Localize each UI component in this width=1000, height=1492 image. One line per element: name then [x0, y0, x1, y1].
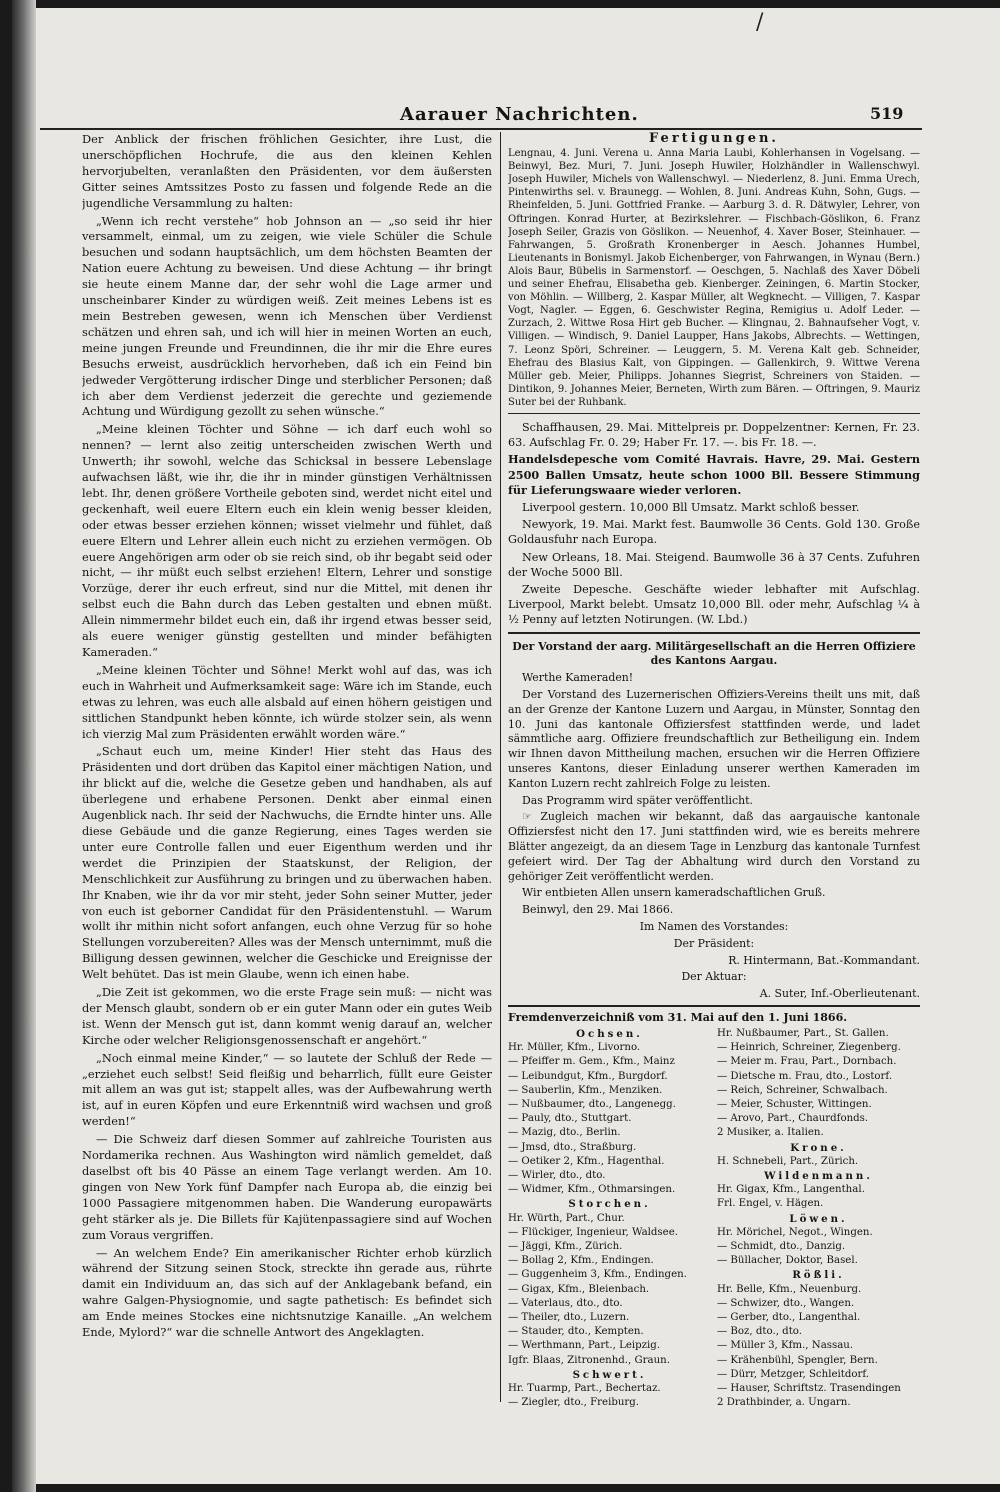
guest-entry: — Ziegler, dto., Freiburg. [508, 1397, 640, 1409]
guest-entry: — Oetiker 2, Kfm., Hagenthal. [508, 1155, 665, 1167]
guest-entry: — Jmsd, dto., Straßburg. [508, 1141, 637, 1153]
guest-entry: — Dietsche m. Frau, dto., Lostorf. [717, 1070, 893, 1082]
news-item-judge: — An welchem Ende? Ein amerikanischer Richter erhob kürzlich während der Sitzung seinen Stock, streckte ihn gerade aus, rührte damit ein Individuum an, das sich auf der Anklagebank befand, ein wahre Galgen-Physiognomie, und sagte pathetisch: Es befindet sich am Ende meines Stockes eine nichtsnutzige Kanaille. „An welchem Ende, Mylord?“ war die schnelle Antwort des Angeklagten. [82, 1245, 492, 1340]
page-number: 519 [870, 104, 904, 123]
guest-entry: — Flückiger, Ingenieur, Waldsee. [508, 1226, 678, 1238]
guest-entry: — Reich, Schreiner, Schwalbach. [717, 1084, 888, 1096]
guest-entry: — Gerber, dto., Langenthal. [717, 1312, 861, 1323]
guest-entry: — Krähenbühl, Spengler, Bern. [717, 1354, 878, 1366]
article-paragraph: „Die Zeit ist gekommen, wo die erste Frage sein muß: — nicht was der Mensch glaubt, sondern ob er ein guter Mann oder ein gutes Weib ist. Wenn der Mensch gut ist, dann kommt wenig darauf an, welcher Kirche oder welcher Religionsgenossenschaft er angehört.“ [82, 985, 492, 1047]
vorstand-programm: Das Programm wird später veröffentlicht. [522, 793, 753, 807]
page-header [40, 104, 920, 128]
guest-entry: — Meier m. Frau, Part., Dornbach. [717, 1056, 897, 1068]
guest-entry: — Widmer, Kfm., Othmarsingen. [508, 1184, 676, 1196]
guest-entry: — Arovo, Part., Chaurdfonds. [717, 1113, 869, 1125]
guest-entry: — Nußbaumer, dto., Langenegg. [508, 1098, 676, 1110]
guest-entry: 2 Musiker, a. Italien. [717, 1127, 824, 1139]
article-paragraph: „Meine kleinen Töchter und Söhne — ich darf euch wohl so nennen? — lernt also zeitig unterscheiden zwischen Werth und Unwerth; ihr sowohl, welche das Schicksal in bessere Lebenslage aufwachsen läßt, wie ihr, die ihr in minder günstigen Verhältnissen lebt. Ihr, denen größere Vortheile geboten sind, werdet nicht eitel und geckenhaft, weil euere Eltern euch ein klein wenig besser kleiden, oder etwas besser erziehen können; wisset vielmehr und fühlet, daß euere Eltern und Lehrer allein euch nicht zu erziehen vermögen. Ob euere Angehörigen arm oder ob sie reich sind, ob ihr begabt seid oder nicht, — ihr müßt euch selbst erziehen! Eltern, Lehrer und sonstige Vorzüge, derer ihr euch erfreut, sind nur die Mittel, mit denen ihr selbst euch die Bahn durch das Leben gestalten und ebnen müßt. Allein nimmermehr bildet euch ein, daß ihr irgend etwas besser seid, als euere weniger günstig gestellten und minder befähigten Kameraden.“ [82, 422, 492, 659]
guest-entry: H. Schnebeli, Part., Zürich. [717, 1155, 859, 1167]
guest-entry: — Dürr, Metzger, Schleitdorf. [717, 1368, 870, 1380]
guest-entry: Hr. Tuarmp, Part., Bechertaz. [508, 1383, 661, 1395]
guest-entry: — Schwizer, dto., Wangen. [717, 1297, 855, 1309]
hotel-name: Schwert. [572, 1368, 647, 1381]
article-paragraph: „Meine kleinen Töchter und Söhne! Merkt wohl auf das, was ich euch in Wahrheit und Aufmerksamkeit sage: Wäre ich im Stande, euch etwas zu lehren, was euch alle alsbald auf einen höhern geistigen und sittlichen Standpunkt heben könnte, ich würde stolzer sein, als wenn ich vierzig Mal zum Präsidenten erwählt worden wäre.“ [82, 662, 492, 741]
market-schaffhausen: Schaffhausen, 29. Mai. Mittelpreis pr. Doppelzentner: Kernen, Fr. 23. 63. Aufschlag Fr. 0. 29; Haber Fr. 17. —. bis Fr. 18. —. [508, 420, 920, 450]
article-paragraph: „Wenn ich recht verstehe“ hob Johnson an — „so seid ihr hier versammelt, einmal, um zu zeigen, wie viele Schüler die Schule besuchen und sodann hauptsächlich, um dem höchsten Beamten der Nation euere Achtung zu beweisen. Und diese Achtung — ihr bringt sie heute einem Manne dar, der sehr wohl die Lage armer und unscheinbarer Kinder zu würdigen weiß. Zeit meines Lebens ist es mein Bestreben gewesen, wenn ich Menschen über Verdienst schätzen und ehren sah, und ich will hier in meinen Worten an euch, meine jungen Freunde und Freundinnen, die ihr mir die Ehre eures Besuchs erweist, ausdrücklich hervorheben, daß ich ein Feind bin jedweder Vergötterung irdischer Dinge und sterblicher Personen; daß ich aber dem Verdienst jederzeit die gerechte und geziemende Achtung und Würdigung gezollt zu sehen wünsche.“ [82, 213, 492, 419]
article-paragraph: „Schaut euch um, meine Kinder! Hier steht das Haus des Präsidenten und dort drüben das Kapitol einer mächtigen Nation, und ihr blickt auf die, welche die Gesetze geben und handhaben, als auf überlegene und erhabene Personen. Denkt aber einmal einen Augenblick nach. Ihr seid der Nachwuchs, die Erndte hinter uns. Alle diese Gebäude und die ganze Regierung, eines Tages werden sie unter eure Controlle fallen und euer Eigenthum werden und ihr werdet die Prinzipien der Staatskunst, der Religion, der Menschlichkeit zur Ausführung zu bringen und zu überwachen haben. Ihr Knaben, wie ihr da vor mir steht, jeder Sohn seiner Mutter, jeder von euch ist geborner Candidat für den Präsidentenstuhl. — Warum wollt ihr mithin nicht sofort anfangen, euch ohne Verzug für so hohe Stellungen vorzubereiten? Alles was der Mensch unternimmt, muß die Billigung dessen gewinnen, welcher die Geschicke und Ereignisse der Welt behütet. Das ist mein Glaube, wenn ich einen habe. [82, 744, 492, 982]
aktuar-name: A. Suter, Inf.-Oberlieutenant. [759, 987, 920, 1001]
fremden-right-list [717, 1027, 920, 1410]
guest-entry: Hr. Würth, Part., Chur. [508, 1212, 625, 1224]
guest-entry: — Guggenheim 3, Kfm., Endingen. [508, 1269, 687, 1281]
guest-entry: — Sauberlin, Kfm., Menziken. [508, 1084, 663, 1096]
guest-entry: — Wirler, dto., dto. [508, 1169, 606, 1181]
hotel-name: Krone. [790, 1141, 847, 1154]
left-column [82, 132, 492, 1410]
guest-entry: 2 Drathbinder, a. Ungarn. [717, 1397, 851, 1409]
corner-mark: / [756, 10, 764, 35]
guest-entry: — Werthmann, Part., Leipzig. [508, 1340, 661, 1352]
market-liverpool: Liverpool gestern. 10,000 Bll Umsatz. Markt schloß besser. [522, 500, 860, 514]
page-title: Aarauer Nachrichten. [400, 104, 639, 125]
guest-entry: Hr. Mörichel, Negot., Wingen. [717, 1226, 873, 1238]
market-section [508, 420, 920, 628]
fertigungen-heading: Fertigungen. [649, 132, 779, 146]
guest-entry: — Theiler, dto., Luzern. [508, 1312, 630, 1323]
fertigungen-text: Lengnau, 4. Juni. Verena u. Anna Maria Laubi, Kohlerhansen in Vogelsang. — Beinwyl, Bez. Muri, 7. Juni. Joseph Huwiler, Holzhändler in Wallenschwyl. Joseph Huwiler, Michels von Wallenschwyl. — Niederlenz, 8. Juni. Emma Urech, Pintenwirths sel. v. Braunegg. — Wohlen, 8. Juni. Andreas Kuhn, Sohn, Gugs. — Rheinfelden, 5. Juni. Gottfried Franke. — Aarburg 3. d. R. Dätwyler, Lehrer, von Oftringen. Konrad Hurter, at Bezirkslehrer. — Fischbach-Göslikon, 6. Franz Joseph Seiler, Grazis von Göslikon. — Neuenhof, 4. Xaver Boser, Steinhauer. — Fahrwangen, 5. Großrath Kronenberger in Aesch. Johannes Humbel, Lieutenants in Bonismyl. Jakob Eichenberger, von Fahrwangen, in Wynau (Bern.) Alois Baur, Bübelis in Sarmenstorf. — Oeschgen, 5. Nachlaß des Xaver Döbeli und seiner Ehefrau, Elisabetha geb. Kienberger. Zeiningen, 6. Martin Stocker, von Möhlin. — Willberg, 2. Kaspar Müller, alt Wegknecht. — Villigen, 7. Kaspar Vogt, Nagler. — Eggen, 6. Geschwister Regina, Remigius u. Adolf Leder. — Zurzach, 2. Wittwe Rosa Hirt geb Bucher. — Klingnau, 2. Bahnaufseher Vogt, v. Villigen. — Windisch, 9. Daniel Laupper, Hans Jakobs, Albrechts. — Wettingen, 7. Leonz Spöri, Schreiner. — Leuggern, 5. M. Verena Kalt geb. Schneider, Ehefrau des Blasius Kalt, von Gippingen. — Gallenkirch, 9. Wittwe Verena Müller geb. Meier, Philipps. Johannes Siegrist, Schreiners von Staiden. — Dintikon, 9. Johannes Meier, Berneten, Wirth zum Bären. — Oftringen, 9. Mauriz Suter bei der Ruhbank. [508, 148, 920, 408]
guest-entry: Frl. Engel, v. Hägen. [717, 1198, 824, 1210]
vorstand-greeting: Werthe Kameraden! [522, 671, 634, 685]
guest-entry: — Müller 3, Kfm., Nassau. [717, 1340, 854, 1352]
right-column [508, 132, 920, 1412]
guest-entry: — Boz, dto., dto. [717, 1326, 802, 1338]
market-new-orleans: New Orleans, 18. Mai. Steigend. Baumwolle 36 à 37 Cents. Zufuhren der Woche 5000 Bll. [508, 550, 920, 579]
guest-entry: — Pauly, dto., Stuttgart. [508, 1113, 632, 1125]
hotel-name: Ochsen. [576, 1027, 643, 1040]
guest-entry: — Hauser, Schriftstz. Trasendingen [717, 1383, 901, 1395]
guest-entry: Igfr. Blaas, Zitronenhd., Graun. [508, 1354, 670, 1366]
fremden-grid [508, 1027, 920, 1410]
hotel-name: Löwen. [789, 1212, 848, 1225]
guest-entry: — Heinrich, Schreiner, Ziegenberg. [717, 1042, 901, 1054]
market-havre: Handelsdepesche vom Comité Havrais. Havre, 29. Mai. Gestern 2500 Ballen Umsatz, heute schon 1000 Bll. Bessere Stimmung für Lieferungswaare wieder verloren. [508, 452, 920, 497]
guest-entry: Hr. Nußbaumer, Part., St. Gallen. [717, 1027, 889, 1039]
article-paragraph: „Noch einmal meine Kinder,“ — so lautete der Schluß der Rede — „erziehet euch selbst! Seid fleißig und beharrlich, füllt eure Geister mit allem an was gut ist; stappelt alles, was der Aufbewahrung werth ist, auf in euren Köpfen und eure Erkenntniß wird wachsen und groß werden!“ [82, 1050, 492, 1129]
hotel-name: Wildenmann. [764, 1169, 873, 1182]
book-gutter [12, 0, 36, 1492]
section-rule [508, 632, 920, 634]
vorstand-heading: Der Vorstand der aarg. Militärgesellschaft an die Herren Offiziere des Kantons Aargau. [512, 639, 916, 668]
market-newyork: Newyork, 19. Mai. Markt fest. Baumwolle 36 Cents. Gold 130. Große Goldausfuhr nach Europa. [508, 518, 920, 547]
guest-entry: — Leibundgut, Kfm., Burgdorf. [508, 1070, 668, 1082]
section-rule [508, 1005, 920, 1007]
president-name: R. Hintermann, Bat.-Kommandant. [728, 953, 920, 967]
column-divider [500, 132, 501, 1402]
guest-entry: — Stauder, dto., Kempten. [508, 1326, 644, 1338]
guest-entry: — Bollag 2, Kfm., Endingen. [508, 1255, 654, 1267]
article-paragraph: Der Anblick der frischen fröhlichen Gesichter, ihre Lust, die unerschöpflichen Hochrufe, die aus den kleinen Kehlen hervorjubelten, veranlaßten den Präsidenten, vor dem äußersten Gitter seines Amtssitzes Posto zu fassen und folgende Rede an die jugendliche Versammlung zu halten: [82, 132, 492, 210]
fremden-heading: Fremdenverzeichniß vom 31. Mai auf den 1. Juni 1866. [508, 1010, 848, 1024]
vorstand-nachtrag: ☞ Zugleich machen wir bekannt, daß das aargauische kantonale Offiziersfest nicht den 17. Juni stattfinden wird, wie es bereits mehrere Blätter angezeigt, da an diesem Tage in Lenzburg das kantonale Turnfest gefeiert wird. Der Tag der Abhaltung wird durch den Vorstand zu gehöriger Zeit veröffentlicht werden. [508, 810, 920, 883]
header-rule [40, 128, 922, 130]
market-second-dispatch: Zweite Depesche. Geschäfte wieder lebhafter mit Aufschlag. Liverpool, Markt belebt. Umsatz 10,000 Bll. oder mehr, Aufschlag ¼ à ½ Penny auf letzten Notirungen. (W. Lbd.) [508, 583, 920, 627]
fremden-section [508, 1011, 920, 1410]
guest-entry: — Meier, Schuster, Wittingen. [717, 1098, 872, 1110]
guest-entry: Hr. Gigax, Kfm., Langenthal. [717, 1184, 865, 1196]
section-rule [508, 413, 920, 414]
guest-entry: — Büllacher, Doktor, Basel. [717, 1255, 858, 1267]
vorstand-ort: Beinwyl, den 29. Mai 1866. [522, 903, 674, 917]
guest-entry: — Gigax, Kfm., Bleienbach. [508, 1283, 650, 1295]
hotel-name: Storchen. [568, 1198, 651, 1211]
vorstand-gruss: Wir entbieten Allen unsern kameradschaftlichen Gruß. [522, 886, 826, 900]
aktuar-title: Der Aktuar: [681, 970, 747, 984]
fremden-left-list [508, 1027, 711, 1410]
guest-entry: — Pfeiffer m. Gem., Kfm., Mainz [508, 1056, 675, 1068]
guest-entry: Hr. Belle, Kfm., Neuenburg. [717, 1283, 862, 1295]
vorstand-body: Der Vorstand des Luzernerischen Offiziers-Vereins theilt uns mit, daß an der Grenze der Kantone Luzern und Aargau, in Münster, Sonntag den 10. Juni das kantonale Offiziersfest stattfinden werde, und ladet sämmtliche aarg. Offiziere freundschaftlich zur Betheiligung ein. Indem wir Ihnen davon Mittheilung machen, ersuchen wir die Herren Offiziere unseres Kantons, dieser Einladung unserer werthen Kameraden im Kanton Luzern recht zahlreich Folge zu leisten. [508, 688, 920, 790]
guest-entry: — Jäggi, Kfm., Zürich. [508, 1240, 623, 1252]
guest-entry: — Vaterlaus, dto., dto. [508, 1297, 623, 1309]
guest-entry: Hr. Müller, Kfm., Livorno. [508, 1042, 641, 1054]
vorstand-section [508, 640, 920, 1002]
guest-entry: — Schmidt, dto., Danzig. [717, 1240, 846, 1252]
fertigungen-section [508, 132, 920, 409]
vorstand-namens: Im Namen des Vorstandes: [639, 919, 789, 933]
president-title: Der Präsident: [673, 936, 755, 950]
guest-entry: — Mazig, dto., Berlin. [508, 1127, 621, 1139]
hotel-name: Rößli. [792, 1269, 845, 1282]
news-item-tourists: — Die Schweiz darf diesen Sommer auf zahlreiche Touristen aus Nordamerika rechnen. Aus Washington wird nämlich gemeldet, daß daselbst oft bis 40 Pässe an einem Tage verlangt werden. Am 10. gingen von New York fünf Dampfer nach Europa ab, die einzig bei 1000 Passagiere mitgenommen haben. Die Wanderung europawärts geht stärker als je. Die Billets für Kajütenpassagiere sind auf Wochen zum Voraus vergriffen. [82, 1132, 492, 1242]
